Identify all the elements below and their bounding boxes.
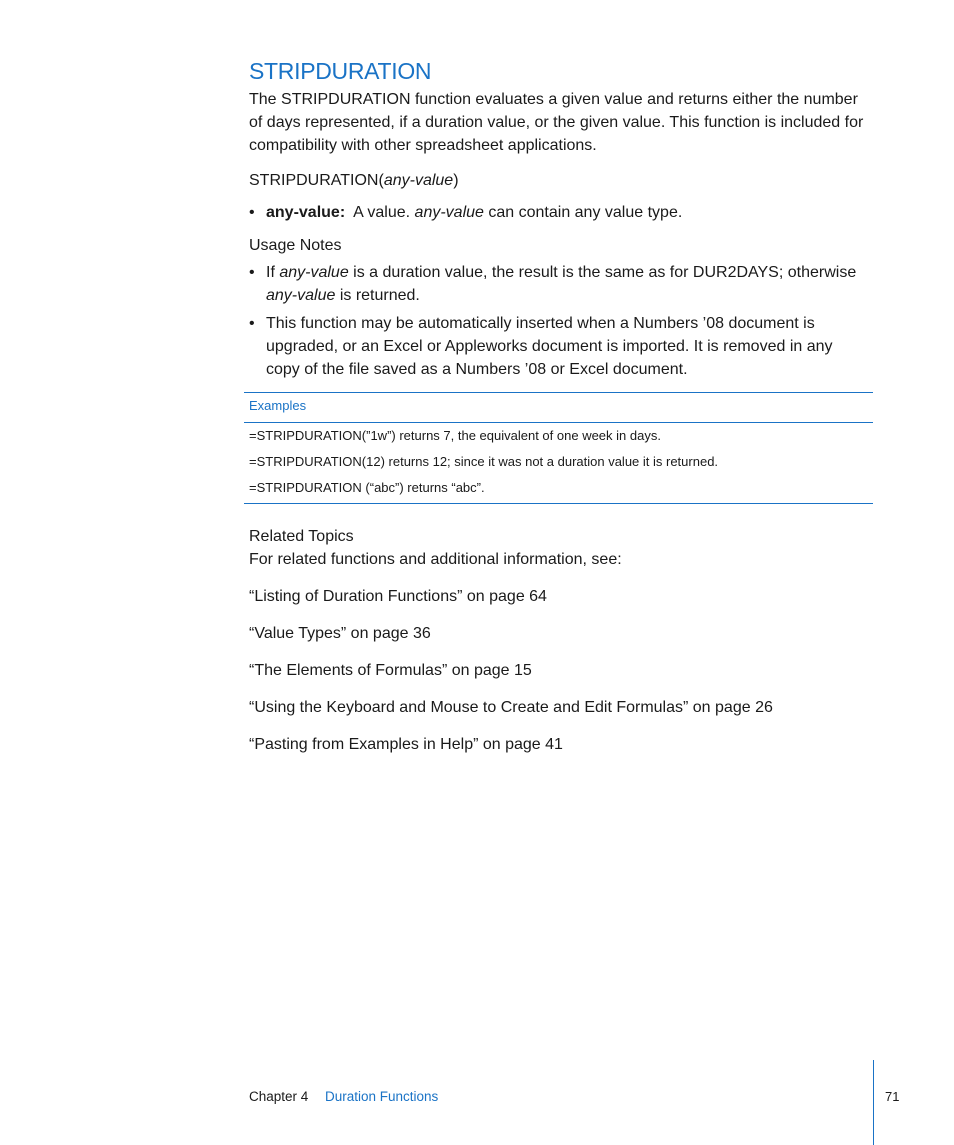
example-row: =STRIPDURATION(”1w”) returns 7, the equivalent of one week in days. [249,428,661,443]
argument-text [266,201,869,224]
examples-top-rule [244,392,873,393]
example-row: =STRIPDURATION(12) returns 12; since it was not a duration value it is returned. [249,454,719,469]
function-syntax [249,171,459,191]
usage-note-text [266,261,869,307]
related-link[interactable]: “Pasting from Examples in Help” on page 41 [249,736,563,753]
argument-term: any-value: [266,204,346,221]
usage-note-text: This function may be automatically inserted when a Numbers ’08 document is upgraded, or an Excel or Appleworks document is imported. It is removed in any copy of the file saved as a Numbers ’08 or Excel document. [266,315,833,378]
related-link[interactable]: “The Elements of Formulas” on page 15 [249,662,532,679]
argument-italic: any-value [414,204,484,221]
syntax-argument: any-value [383,172,454,189]
syntax-function-name: STRIPDURATION [249,172,379,189]
syntax-close-paren: ) [453,172,459,189]
examples-header-rule [244,422,873,423]
page-title: STRIPDURATION [249,58,432,84]
argument-item [249,201,869,224]
usage-note-item [249,312,869,381]
usage-note-prefix: If [266,264,275,281]
example-row: =STRIPDURATION (“abc”) returns “abc”. [249,480,485,495]
argument-text-before: A value. [353,204,411,221]
function-description: The STRIPDURATION function evaluates a given value and returns either the number of days represented, if a duration value, or the given value. This function is included for compatibility with other spreadsheet applications. [249,91,864,154]
usage-note-italic: any-value [279,264,349,281]
footer-divider [873,1060,874,1145]
related-topics-heading: Related Topics [249,528,354,545]
usage-notes-heading: Usage Notes [249,237,342,254]
bullet-marker: • [249,315,255,332]
argument-text-after: can contain any value type. [488,204,683,221]
related-topics-intro: For related functions and additional information, see: [249,551,622,568]
usage-note-suffix: is returned. [339,287,420,304]
usage-note-item [249,261,869,307]
page-number: 71 [885,1089,900,1104]
related-link[interactable]: “Value Types” on page 36 [249,625,431,642]
bullet-marker: • [249,264,255,281]
usage-note-middle: is a duration value, the result is the same as for DUR2DAYS; otherwise [353,264,857,281]
related-link[interactable]: “Using the Keyboard and Mouse to Create and Edit Formulas” on page 26 [249,699,773,716]
bullet-marker: • [249,204,255,221]
footer-chapter: Chapter 4 [249,1089,309,1104]
syntax-open-paren: ( [378,172,384,189]
footer-section-link[interactable]: Duration Functions [325,1089,439,1104]
related-link[interactable]: “Listing of Duration Functions” on page 64 [249,588,547,605]
usage-note-italic: any-value [266,287,336,304]
examples-heading: Examples [249,398,307,413]
examples-bottom-rule [244,503,873,504]
